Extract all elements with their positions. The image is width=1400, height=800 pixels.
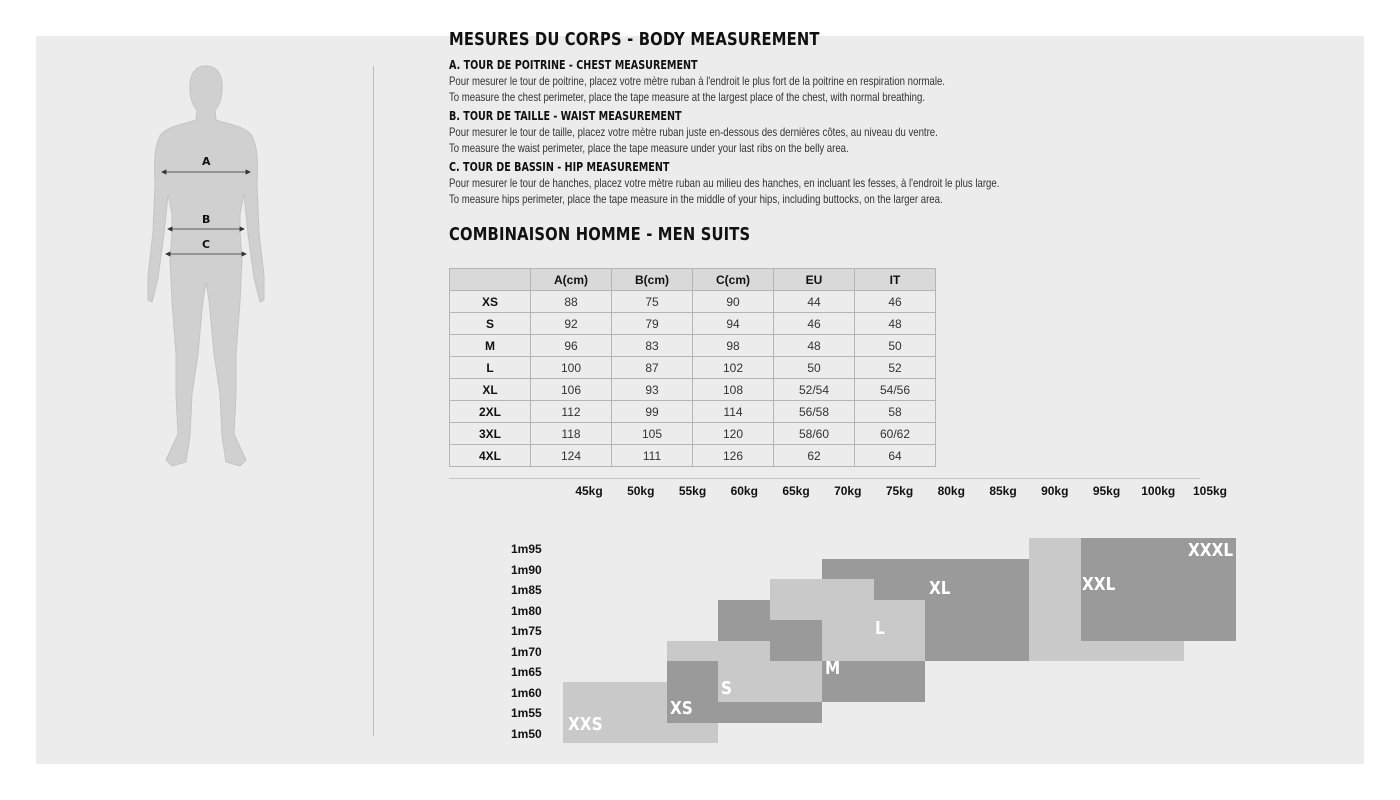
table-row xyxy=(450,357,936,379)
chest-title: A. TOUR DE POITRINE - CHEST MEASUREMENT xyxy=(449,58,698,72)
table-cell: 100 xyxy=(531,357,612,379)
size-cell: 4XL xyxy=(450,445,531,467)
size-band-label: M xyxy=(825,658,841,679)
body-measurement-title: MESURES DU CORPS - BODY MEASUREMENT xyxy=(449,29,820,50)
chest-text-fr: Pour mesurer le tour de poitrine, placez votre mètre ruban à l'endroit le plus fort de la poitrine en respiration normale. xyxy=(449,74,945,88)
table-cell: 99 xyxy=(612,401,693,423)
table-cell: 50 xyxy=(855,335,936,357)
hip-section xyxy=(449,160,1309,207)
size-cell: M xyxy=(450,335,531,357)
table-cell: 44 xyxy=(774,291,855,313)
size-band-xl xyxy=(925,600,1029,662)
table-cell: 112 xyxy=(531,401,612,423)
chest-section xyxy=(449,58,1309,105)
weight-label: 100kg xyxy=(1141,484,1176,498)
size-band-xxl xyxy=(1029,538,1081,579)
waist-text-fr: Pour mesurer le tour de taille, placez votre mètre ruban juste en-dessous des dernières côtes, au niveau du ventre. xyxy=(449,125,938,139)
size-band-xs xyxy=(718,702,822,723)
table-cell: 124 xyxy=(531,445,612,467)
table-cell: 118 xyxy=(531,423,612,445)
body-measurement-section xyxy=(449,28,1309,247)
table-cell: 48 xyxy=(774,335,855,357)
table-cell: 87 xyxy=(612,357,693,379)
column-header: B(cm) xyxy=(612,269,693,291)
table-cell: 111 xyxy=(612,445,693,467)
size-cell: XL xyxy=(450,379,531,401)
height-label: 1m60 xyxy=(511,685,542,700)
size-band-label: XXXL xyxy=(1188,540,1234,561)
waist-section xyxy=(449,109,1309,156)
table-cell: 58 xyxy=(855,401,936,423)
table-cell: 114 xyxy=(693,401,774,423)
size-cell: 2XL xyxy=(450,401,531,423)
table-cell: 58/60 xyxy=(774,423,855,445)
column-header: EU xyxy=(774,269,855,291)
size-band-xl xyxy=(874,579,1029,600)
hip-title: C. TOUR DE BASSIN - HIP MEASUREMENT xyxy=(449,160,670,174)
column-header: A(cm) xyxy=(531,269,612,291)
table-row xyxy=(450,401,936,423)
height-label: 1m55 xyxy=(511,706,542,720)
vertical-divider xyxy=(373,66,374,736)
table-cell: 88 xyxy=(531,291,612,313)
table-cell: 75 xyxy=(612,291,693,313)
waist-text-en: To measure the waist perimeter, place the tape measure under your last ribs on the belly area. xyxy=(449,141,849,155)
height-label: 1m65 xyxy=(511,665,542,679)
weight-label: 70kg xyxy=(834,484,862,498)
size-band-label: XL xyxy=(929,578,951,599)
height-label: 1m50 xyxy=(511,726,542,741)
table-cell: 93 xyxy=(612,379,693,401)
table-cell: 83 xyxy=(612,335,693,357)
table-cell: 56/58 xyxy=(774,401,855,423)
men-suits-size-table xyxy=(449,268,936,467)
weight-label: 85kg xyxy=(989,484,1017,498)
chest-text-en: To measure the chest perimeter, place the tape measure at the largest place of the chest, with normal breathing. xyxy=(449,90,925,104)
size-cell: 3XL xyxy=(450,423,531,445)
table-cell: 96 xyxy=(531,335,612,357)
size-band-label: XS xyxy=(670,698,693,719)
size-band-s xyxy=(667,641,771,662)
waist-title: B. TOUR DE TAILLE - WAIST MEASUREMENT xyxy=(449,109,682,123)
size-band-label: XXL xyxy=(1082,574,1116,595)
weight-label: 105kg xyxy=(1192,484,1228,498)
table-cell: 126 xyxy=(693,445,774,467)
table-cell: 60/62 xyxy=(855,423,936,445)
table-cell: 52/54 xyxy=(774,379,855,401)
table-cell: 102 xyxy=(693,357,774,379)
weight-label: 80kg xyxy=(937,484,965,498)
table-cell: 62 xyxy=(774,445,855,467)
marker-c: C xyxy=(202,238,211,251)
table-row xyxy=(450,291,936,313)
weight-label: 95kg xyxy=(1092,484,1121,498)
table-cell: 46 xyxy=(855,291,936,313)
weight-label: 60kg xyxy=(730,484,758,498)
height-label: 1m95 xyxy=(511,542,542,556)
hip-text-fr: Pour mesurer le tour de hanches, placez votre mètre ruban au milieu des hanches, en incluant les fesses, à l'endroit le plus large. xyxy=(449,176,1000,190)
table-cell: 92 xyxy=(531,313,612,335)
table-cell: 48 xyxy=(855,313,936,335)
size-cell: L xyxy=(450,357,531,379)
weight-label: 55kg xyxy=(678,484,707,498)
size-band-label: L xyxy=(875,618,885,639)
column-header xyxy=(450,269,531,291)
size-band-label: XXS xyxy=(568,714,603,735)
marker-a: A xyxy=(202,155,211,168)
weight-label: 75kg xyxy=(885,484,914,498)
weight-label: 65kg xyxy=(782,484,810,498)
table-cell: 94 xyxy=(693,313,774,335)
size-cell: XS xyxy=(450,291,531,313)
marker-b: B xyxy=(202,213,211,226)
table-row xyxy=(450,379,936,401)
height-label: 1m85 xyxy=(511,583,542,597)
height-label: 1m70 xyxy=(511,644,542,659)
men-suits-title: COMBINAISON HOMME - MEN SUITS xyxy=(449,224,751,245)
table-header-row xyxy=(450,269,936,291)
hip-text-en: To measure hips perimeter, place the tape measure in the middle of your hips, including buttocks, on the larger area. xyxy=(449,192,943,206)
table-row xyxy=(450,423,936,445)
height-label: 1m80 xyxy=(511,603,542,618)
table-cell: 50 xyxy=(774,357,855,379)
table-cell: 54/56 xyxy=(855,379,936,401)
table-cell: 98 xyxy=(693,335,774,357)
table-cell: 108 xyxy=(693,379,774,401)
size-band-xl xyxy=(822,559,1029,580)
height-label: 1m75 xyxy=(511,624,542,638)
weight-label: 50kg xyxy=(627,484,655,498)
table-cell: 46 xyxy=(774,313,855,335)
table-cell: 64 xyxy=(855,445,936,467)
table-cell: 90 xyxy=(693,291,774,313)
table-cell: 105 xyxy=(612,423,693,445)
height-label: 1m90 xyxy=(511,562,542,577)
chart-top-rule xyxy=(449,478,1200,479)
column-header: C(cm) xyxy=(693,269,774,291)
table-cell: 52 xyxy=(855,357,936,379)
table-row xyxy=(450,445,936,467)
table-cell: 79 xyxy=(612,313,693,335)
weight-label: 45kg xyxy=(575,484,603,498)
table-cell: 106 xyxy=(531,379,612,401)
table-cell: 120 xyxy=(693,423,774,445)
size-cell: S xyxy=(450,313,531,335)
column-header: IT xyxy=(855,269,936,291)
table-row xyxy=(450,335,936,357)
weight-label: 90kg xyxy=(1041,484,1069,498)
body-silhouette xyxy=(136,64,276,474)
table-row xyxy=(450,313,936,335)
size-band-label: S xyxy=(721,678,733,699)
